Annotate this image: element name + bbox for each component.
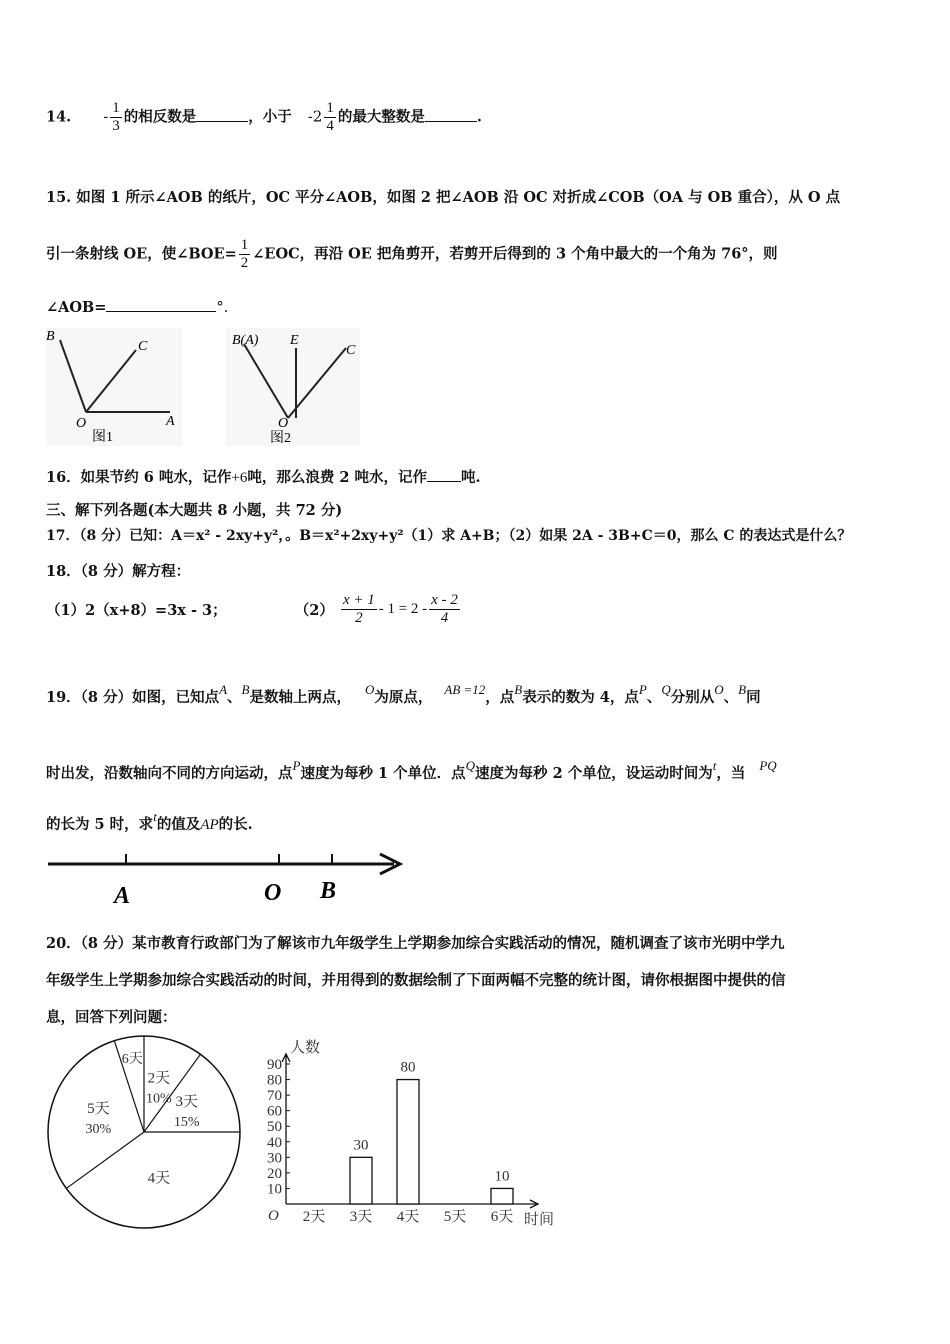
q19-var-a: A [219, 682, 228, 697]
pie-slice-percent: 15% [173, 1115, 200, 1131]
fig2-label-o: O [278, 416, 289, 431]
fig2-label-c: C [346, 343, 356, 358]
q14-text3: 的最大整数是 [337, 108, 425, 126]
pie-slice-percent: 30% [85, 1122, 112, 1138]
q16-text-a: 16．如果节约 6 吨水，记作 [46, 469, 232, 486]
q19-text-l1c: 为原点， [374, 689, 433, 706]
q14-text1: 的相反数是 [123, 108, 197, 126]
q19-sep1: 、 [227, 689, 242, 706]
q15-text-line2b: ∠EOC，再沿 OE 把角剪开，若剪开后得到的 3 个角中最大的一个角为 76°，则 [252, 245, 778, 263]
q14-fraction2 [324, 100, 336, 135]
question-20-line1: 20．（8 分）某市教育行政部门为了解该市九年级学生上学期参加综合实践活动的情况，随机调查了该市光明中学九 [46, 935, 785, 952]
q14-text2: ，小于 [248, 108, 292, 126]
q19-var-q: Q [661, 682, 671, 697]
q15-number: 15. [46, 189, 72, 206]
q19-text-l2a: 时出发，沿数轴向不同的方向运动，点 [46, 765, 293, 782]
q19-text-l2b: 速度为每秒 1 个单位．点 [300, 765, 466, 782]
q18-frac2-den: 4 [440, 610, 449, 626]
pie-divider [66, 1132, 144, 1188]
q14-blank1[interactable] [196, 107, 248, 122]
question-15-line1 [46, 186, 840, 207]
number-line-label-b: B [320, 878, 337, 904]
question-16 [46, 466, 481, 487]
q15-text-line3b: °. [216, 300, 229, 316]
q14-blank2[interactable] [425, 107, 477, 122]
q19-text-l2c: 速度为每秒 2 个单位，设运动时间为 [475, 765, 713, 782]
q19-ab12: AB =12 [444, 682, 486, 697]
question-18-title: 18．（8 分）解方程： [46, 563, 191, 580]
bar-y-tick-label: 30 [267, 1150, 282, 1167]
bar [397, 1080, 419, 1204]
bar-value-label: 30 [353, 1137, 369, 1154]
bar-y-tick-label: 80 [267, 1072, 282, 1089]
q19-var-o: O [364, 682, 375, 697]
q14-mixed-whole: 2 [312, 107, 323, 126]
pie-slice-label: 6天 [121, 1052, 143, 1068]
q14-fraction [110, 100, 122, 135]
q19-sep2: 、 [646, 689, 662, 706]
q15-frac-den: 2 [240, 255, 249, 271]
bar-origin-label: O [268, 1208, 279, 1224]
q14-neg: - [103, 109, 109, 126]
question-17: 17．（8 分）已知：A＝x² - 2xy+y²，。B＝x²+2xy+y²（1）求 A+B；（2）如果 2A - 3B+C＝0，那么 C 的表达式是什么？ [46, 528, 852, 544]
bar-y-tick-label: 60 [267, 1103, 282, 1120]
bar-category-label: 4天 [396, 1209, 420, 1225]
bar-y-tick-label: 20 [267, 1165, 282, 1182]
bar-category-label: 5天 [443, 1209, 467, 1225]
q19-var-q2: Q [465, 758, 476, 773]
q14-frac-num: 1 [112, 100, 120, 116]
question-20-line2: 年级学生上学期参加综合实践活动的时间，并用得到的数据绘制了下面两幅不完整的统计图，请你根据图中提供的信 [46, 972, 786, 989]
number-line-label-o: O [264, 880, 282, 906]
figure-15 [44, 326, 364, 450]
q14-frac2-num: 1 [326, 100, 334, 116]
q19-text-l1e: 表示的数为 4，点 [522, 689, 639, 706]
fig2-label-ba: B(A) [232, 333, 259, 348]
number-line [44, 848, 414, 912]
bar-value-label: 10 [494, 1168, 510, 1185]
q16-plus6: +6 [231, 470, 248, 486]
q19-text-l2d: ，当 [716, 765, 746, 782]
q19-var-ap: AP [200, 817, 219, 833]
q14-end: . [476, 108, 482, 126]
section-3-heading: 三、解下列各题(本大题共 8 小题，共 72 分) [46, 502, 343, 519]
question-19-line2 [46, 758, 777, 783]
pie-slice-label: 5天 [87, 1101, 110, 1118]
q15-text-line2a: 引一条射线 OE，使∠BOE= [46, 245, 237, 263]
fig2-caption: 图2 [270, 431, 291, 446]
fig1-caption: 图1 [92, 430, 113, 445]
q18-frac1-den: 2 [355, 610, 363, 626]
q19-var-b2: B [514, 682, 523, 697]
bar-y-tick-label: 90 [267, 1057, 282, 1073]
question-18-parts [46, 592, 462, 627]
question-19-line1 [46, 682, 761, 707]
question-15-line2 [46, 237, 778, 272]
fig2-label-e: E [290, 333, 299, 348]
fig1-label-o: O [76, 416, 87, 431]
q18-fraction2 [429, 592, 460, 627]
pie-slice-percent: 10% [145, 1091, 172, 1107]
bar-y-tick-label: 70 [267, 1088, 282, 1105]
q14-frac2-den: 4 [326, 118, 334, 134]
bar-category-label: 6天 [490, 1209, 514, 1225]
bar-value-label: 80 [400, 1059, 416, 1076]
bar-category-label: 3天 [349, 1209, 373, 1225]
q16-text-b: 吨，那么浪费 2 吨水，记作 [247, 469, 428, 486]
bar-y-tick-label: 50 [267, 1119, 282, 1136]
q15-text-line3a: ∠AOB= [46, 299, 107, 316]
bar [350, 1157, 372, 1204]
q15-text-line1: 如图 1 所示∠AOB 的纸片，OC 平分∠AOB，如图 2 把∠AOB 沿 OC 对折成∠COB（OA 与 OB 重合），从 O 点 [76, 189, 841, 206]
fig1-label-a: A [166, 414, 175, 429]
question-15-line3 [46, 297, 228, 316]
q19-sep3: 、 [723, 689, 739, 706]
q15-blank[interactable] [106, 297, 216, 312]
bar-y-tick-label: 10 [267, 1181, 282, 1198]
q19-text-l3c: 的长. [218, 816, 253, 833]
q19-var-b3: B [738, 682, 747, 697]
q18-part2-label: （2） [294, 602, 334, 619]
bar-x-label: 时间 [524, 1212, 555, 1228]
q19-text-l1a: 19．（8 分）如图，已知点 [46, 689, 220, 706]
q19-text-l1g: 同 [746, 689, 761, 706]
q16-text-c: 吨. [461, 469, 481, 486]
q19-text-l1f: 分别从 [670, 689, 715, 706]
bar-category-label: 2天 [302, 1209, 326, 1225]
q14-neg2: - [307, 109, 313, 126]
q19-var-t: t [712, 758, 717, 773]
q18-frac2-num: x - 2 [431, 592, 458, 608]
q19-text-l1b: 是数轴上两点， [249, 689, 351, 706]
pie-chart [40, 1034, 250, 1234]
pie-slice-label: 2天 [147, 1070, 171, 1087]
q16-blank[interactable] [427, 467, 461, 482]
question-14 [46, 100, 482, 135]
q14-frac-den: 3 [112, 118, 120, 134]
bar-y-tick-label: 40 [267, 1134, 282, 1151]
q15-frac-num: 1 [240, 237, 249, 253]
number-line-label-a: A [114, 883, 131, 909]
q18-frac1-num: x + 1 [342, 592, 375, 608]
q19-text-l3a: 的长为 5 时，求 [46, 816, 154, 833]
q18-fraction1 [341, 592, 377, 627]
question-19-line3 [46, 809, 253, 834]
fig1-label-b: B [46, 329, 55, 344]
q19-var-pq: PQ [759, 758, 777, 773]
q14-number: 14. [46, 108, 72, 126]
q19-text-l3b: 的值及 [156, 816, 201, 833]
fig1-label-c: C [138, 339, 148, 354]
q19-var-t2: t [153, 809, 157, 824]
bar [491, 1188, 513, 1204]
q19-var-p2: P [292, 758, 301, 773]
pie-slice-label: 3天 [175, 1094, 199, 1111]
question-20-line3: 息，回答下列问题： [46, 1009, 177, 1026]
q19-var-o2: O [714, 682, 724, 697]
pie-slice-label: 4天 [147, 1170, 171, 1187]
q19-var-b: B [241, 682, 250, 697]
q19-var-p: P [638, 682, 647, 697]
q18-middle: - 1 = 2 - [378, 601, 428, 617]
q19-text-l1d: ，点 [485, 689, 515, 706]
q15-fraction [239, 237, 251, 272]
q18-part1: （1）2（x+8）=3x - 3； [46, 602, 227, 619]
fig1-background [46, 328, 182, 446]
bar-y-label: 人数 [290, 1040, 321, 1056]
bar-chart [248, 1034, 568, 1234]
